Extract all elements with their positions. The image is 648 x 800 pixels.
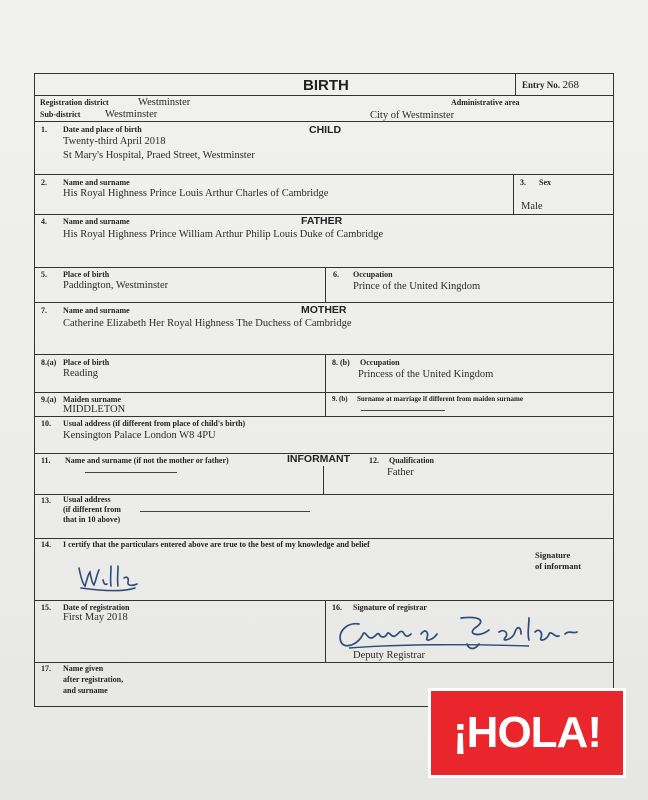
field-11-label: Name and surname (if not the mother or father)	[65, 456, 229, 465]
field-3-label: Sex	[539, 178, 551, 187]
field-12-number: 12.	[369, 456, 379, 465]
field-17-number: 17.	[41, 664, 51, 673]
field-10-value: Kensington Palace London W8 4PU	[63, 430, 216, 441]
registration-district-value: Westminster	[138, 97, 191, 108]
field-16-number: 16.	[332, 603, 342, 612]
field-8b-number: 8. (b)	[332, 358, 350, 367]
field-10-number: 10.	[41, 419, 51, 428]
field-15-number: 15.	[41, 603, 51, 612]
field-6-value: Prince of the United Kingdom	[353, 281, 481, 292]
administrative-area-label: Administrative area	[451, 98, 520, 107]
field-17-label-1: Name given	[63, 664, 104, 673]
field-1-label: Date and place of birth	[63, 125, 142, 134]
field-11-blank-line	[85, 472, 177, 473]
field-13-number: 13.	[41, 496, 51, 505]
field-2-value: His Royal Highness Prince Louis Arthur Charles of Cambridge	[63, 188, 329, 199]
registration-district-label: Registration district	[40, 98, 109, 107]
entry-number: Entry No. 268	[522, 79, 579, 91]
field-9b-label: Surname at marriage if different from maiden surname	[357, 395, 523, 403]
field-9b-number: 9. (b)	[332, 395, 348, 403]
informant-signature-label-1: Signature	[535, 550, 571, 560]
field-6-number: 6.	[333, 270, 339, 279]
field-7-label: Name and surname	[63, 306, 130, 315]
form-title: BIRTH	[303, 77, 349, 94]
field-8a-value: Reading	[63, 368, 98, 379]
field-1-date: Twenty-third April 2018	[63, 136, 166, 147]
father-heading: FATHER	[301, 215, 343, 227]
field-7-value: Catherine Elizabeth Her Royal Highness The Duchess of Cambridge	[63, 318, 352, 329]
field-13-label-3: that in 10 above)	[63, 515, 121, 524]
informant-heading: INFORMANT	[287, 453, 350, 465]
field-13-label-2: (if different from	[63, 505, 121, 514]
field-14-certification: I certify that the particulars entered above are true to the best of my knowledge and belief	[63, 540, 370, 549]
field-17-label-3: and surname	[63, 686, 108, 695]
field-12-value: Father	[387, 467, 414, 478]
administrative-area-value: City of Westminster	[370, 110, 455, 121]
hola-logo-text: ¡HOLA!	[453, 708, 601, 757]
field-7-number: 7.	[41, 306, 47, 315]
sub-district-value: Westminster	[105, 109, 158, 120]
field-3-value: Male	[521, 201, 543, 212]
informant-signature-label-2: of informant	[535, 561, 582, 571]
field-2-label: Name and surname	[63, 178, 130, 187]
field-12-label: Qualification	[389, 456, 434, 465]
field-15-value: First May 2018	[63, 612, 128, 623]
field-15-label: Date of registration	[63, 603, 130, 612]
field-1-number: 1.	[41, 125, 47, 134]
field-2-number: 2.	[41, 178, 47, 187]
field-4-label: Name and surname	[63, 217, 130, 226]
field-9a-label: Maiden surname	[63, 395, 121, 404]
field-4-value: His Royal Highness Prince William Arthur Philip Louis Duke of Cambridge	[63, 229, 384, 240]
field-5-number: 5.	[41, 270, 47, 279]
field-6-label: Occupation	[353, 270, 393, 279]
field-9a-number: 9.(a)	[41, 395, 57, 404]
hola-logo	[428, 688, 626, 778]
field-8b-value: Princess of the United Kingdom	[358, 369, 494, 380]
field-16-value: Deputy Registrar	[353, 650, 426, 661]
registrar-signature	[329, 604, 589, 654]
sub-district-label: Sub-district	[40, 110, 81, 119]
field-11-number: 11.	[41, 456, 51, 465]
field-16-label: Signature of registrar	[353, 603, 427, 612]
field-10-label: Usual address (if different from place of child's birth)	[63, 419, 246, 428]
field-8b-label: Occupation	[360, 358, 400, 367]
mother-heading: MOTHER	[301, 304, 347, 316]
field-9a-value: MIDDLETON	[63, 404, 126, 415]
field-9b-blank-line	[361, 410, 445, 411]
field-3-number: 3.	[520, 178, 526, 187]
field-1-place: St Mary's Hospital, Praed Street, Westminster	[63, 150, 255, 161]
field-5-label: Place of birth	[63, 270, 110, 279]
field-17-label-2: after registration,	[63, 675, 124, 684]
field-8a-number: 8.(a)	[41, 358, 57, 367]
birth-certificate-form	[34, 73, 614, 707]
field-14-number: 14.	[41, 540, 51, 549]
field-8a-label: Place of birth	[63, 358, 110, 367]
field-13-blank-line	[140, 511, 310, 512]
child-heading: CHILD	[309, 124, 342, 136]
field-13-label-1: Usual address	[63, 495, 111, 504]
field-4-number: 4.	[41, 217, 47, 226]
informant-signature	[73, 558, 159, 594]
field-5-value: Paddington, Westminster	[63, 280, 169, 291]
